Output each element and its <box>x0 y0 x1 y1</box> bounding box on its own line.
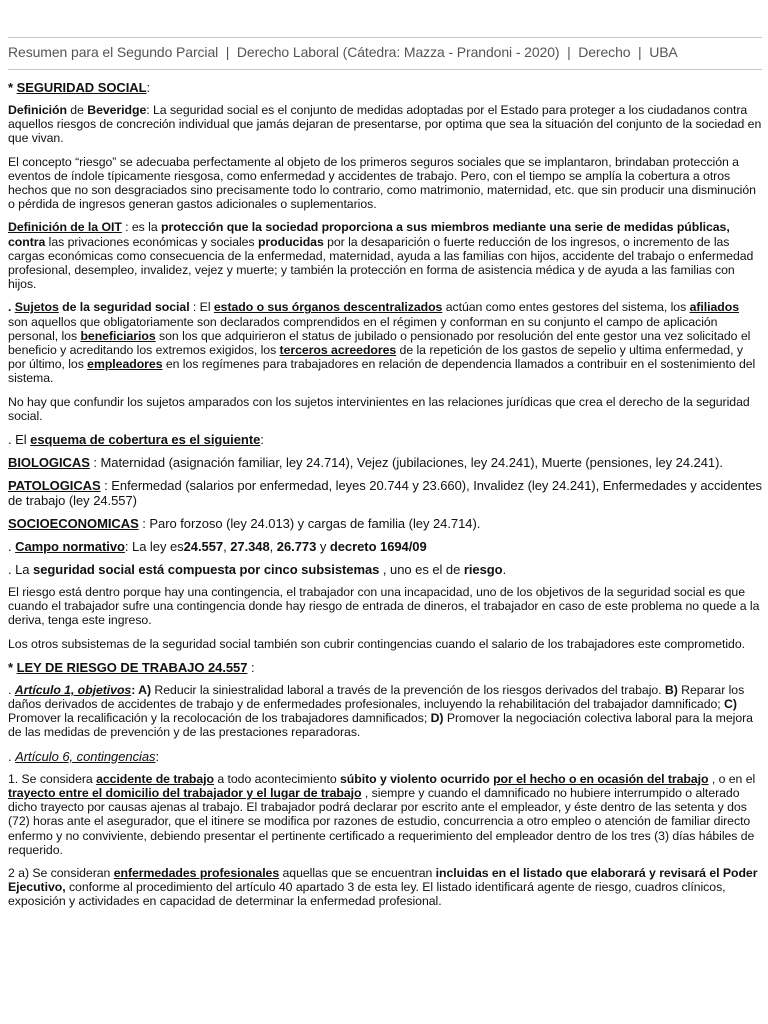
paragraph-riesgo-dentro: El riesgo está dentro porque hay una contingencia, el trabajador con una incapacidad, uno de los objetivos de la seguridad social es que cuando el trabajador sufre una contingencia donde hay riesgo de entrada de dineros, el trabajador en caso de este problema no quede a la deriva, tenga este ingreso. <box>8 585 760 628</box>
paragraph-socioeconomicas: SOCIOECONOMICAS : Paro forzoso (ley 24.013) y cargas de familia (ley 24.714). <box>8 516 481 532</box>
document-breadcrumb <box>8 44 762 60</box>
paragraph-sujetos: . Sujetos de la seguridad social : El estado o sus órganos descentralizados actúan como entes gestores del sistema, los afiliados son aquellos que obligatoriamente son declarados comprendidos en el régimen y conforman en su conjunto el campo de aplicación personal, los beneficiarios son los que adquirieron el status de jubilado o pensionado por resolución del ente gestor una vez solicitado el beneficio y acreditando los extremos exigidos, los terceros acreedores de la repetición de los gastos de sepelio y ultima enfermedad, y por último, los empleadores en los regímenes para trabajadores en relación de dependencia llamados a contribuir en el sostenimiento del sistema. <box>8 300 756 386</box>
breadcrumb-course[interactable]: Derecho Laboral (Cátedra: Mazza - Prandoni - 2020) <box>236 44 560 60</box>
paragraph-no-confundir: No hay que confundir los sujetos amparados con los sujetos intervinientes en las relaciones jurídicas que crea el derecho de la seguridad social. <box>8 394 750 423</box>
paragraph-biologicas: BIOLOGICAS : Maternidad (asignación familiar, ley 24.714), Vejez (jubilaciones, ley 24.241), Muerte (pensiones, ley 24.241). <box>8 455 723 471</box>
paragraph-patologicas: PATOLOGICAS : Enfermedad (salarios por enfermedad, leyes 20.744 y 23.660), Invalidez (ley 24.241), Enfermedades y accidentes de trabajo (ley 24.557) <box>8 478 762 509</box>
breadcrumb-subject[interactable]: Derecho <box>578 44 631 60</box>
document-body <box>8 80 762 918</box>
breadcrumb-summary[interactable]: Resumen para el Segundo Parcial <box>8 44 219 60</box>
section-heading-ley-riesgo: * LEY DE RIESGO DE TRABAJO 24.557 : <box>8 659 255 675</box>
paragraph-campo-normativo: . Campo normativo: La ley es24.557, 27.348, 26.773 y decreto 1694/09 <box>8 539 427 555</box>
top-divider <box>8 37 762 38</box>
breadcrumb-separator: | <box>225 44 230 60</box>
paragraph-otros-subsistemas: Los otros subsistemas de la seguridad social también son cubrir contingencias cuando el salario de los trabajadores este comprometido. <box>8 636 745 651</box>
paragraph-accidente-trabajo: 1. Se considera accidente de trabajo a todo acontecimiento súbito y violento ocurrido por el hecho o en ocasión del trabajo , o en el trayecto entre el domicilio del trabajador y el lugar de trabajo , siempre y cuando el damnificado no hubiere interrumpido o alterado dicho trayecto por causas ajenas al trabajo. El trabajador podrá declarar por escrito ante el empleador, y éste dentro de las setenta y dos (72) horas ante el asegurador, que el itinere se modifica por razones de estudio, concurrencia a otro empleo o atención de familiar directo enfermo y no conviviente, debiendo presentar el pertinente certificado a requerimiento del empleador dentro de los tres (3) días hábiles de requerido. <box>8 771 756 857</box>
breadcrumb-separator: | <box>567 44 571 60</box>
header-divider <box>8 69 762 70</box>
paragraph-subsistemas: . La seguridad social está compuesta por cinco subsistemas , uno es el de riesgo. <box>8 562 507 578</box>
breadcrumb-university[interactable]: UBA <box>649 44 678 60</box>
paragraph-articulo-1: . Artículo 1, objetivos: A) Reducir la siniestralidad laboral a través de la prevención de los riesgos derivados del trabajo. B) Reparar los daños derivados de accidentes de trabajo y de enfermedades profesionales, incluyendo la rehabilitación del trabajador damnificado; C) Promover la recalificación y la recolocación de los trabajadores damnificados; D) Promover la negociación colectiva laboral para la mejora de las medidas de prevención y de las prestaciones reparadoras. <box>8 682 753 740</box>
paragraph-riesgo: El concepto “riesgo” se adecuaba perfectamente al objeto de los primeros seguros sociales que se implantaron, brindaban protección a eventos de índole típicamente riesgosa, como enfermedad y accidentes de trabajo. Pero, con el tiempo se amplía la cobertura a otros hechos que no son desgraciados sino precisamente todo lo contrario, como matrimonio, maternidad, etc. que sin producir una disminución o pérdida de ingresos generan gastos adicionales o suplementarios. <box>8 154 756 212</box>
paragraph-esquema: . El esquema de cobertura es el siguiente: <box>8 432 264 448</box>
paragraph-articulo-6: . Artículo 6, contingencias: <box>8 748 160 764</box>
paragraph-enfermedades-profesionales: 2 a) Se consideran enfermedades profesionales aquellas que se encuentran incluidas en el listado que elaborará y revisará el Poder Ejecutivo, conforme al procedimiento del artículo 40 apartado 3 de esta ley. El listado identificará agente de riesgo, cuadros clínicos, exposición y actividades en capacidad de determinar la enfermedad profesional. <box>8 865 758 909</box>
paragraph-beveridge: Definición de Beveridge: La seguridad social es el conjunto de medidas adoptadas por el Estado para proteger a los ciudadanos contra aquellos riesgos de concreción individual que jamás dejaran de presentarse, por optima que sea la situación del conjunto de la sociedad en que vivan. <box>8 103 762 146</box>
breadcrumb-separator: | <box>638 44 642 60</box>
paragraph-oit: Definición de la OIT : es la protección que la sociedad proporciona a sus miembros mediante una serie de medidas públicas, contra las privaciones económicas y sociales producidas por la desaparición o fuerte reducción de los ingresos, o incremento de las cargas económicas como consecuencia de la enfermedad, maternidad, ayuda a las familias con hijos, accidente del trabajo o enfermedad profesional, desempleo, invalidez, vejez y muerte; y también la protección en forma de asistencia médica y de ayuda a las familias con hijos. <box>8 220 754 292</box>
section-heading-seguridad-social: * SEGURIDAD SOCIAL: <box>8 80 151 95</box>
